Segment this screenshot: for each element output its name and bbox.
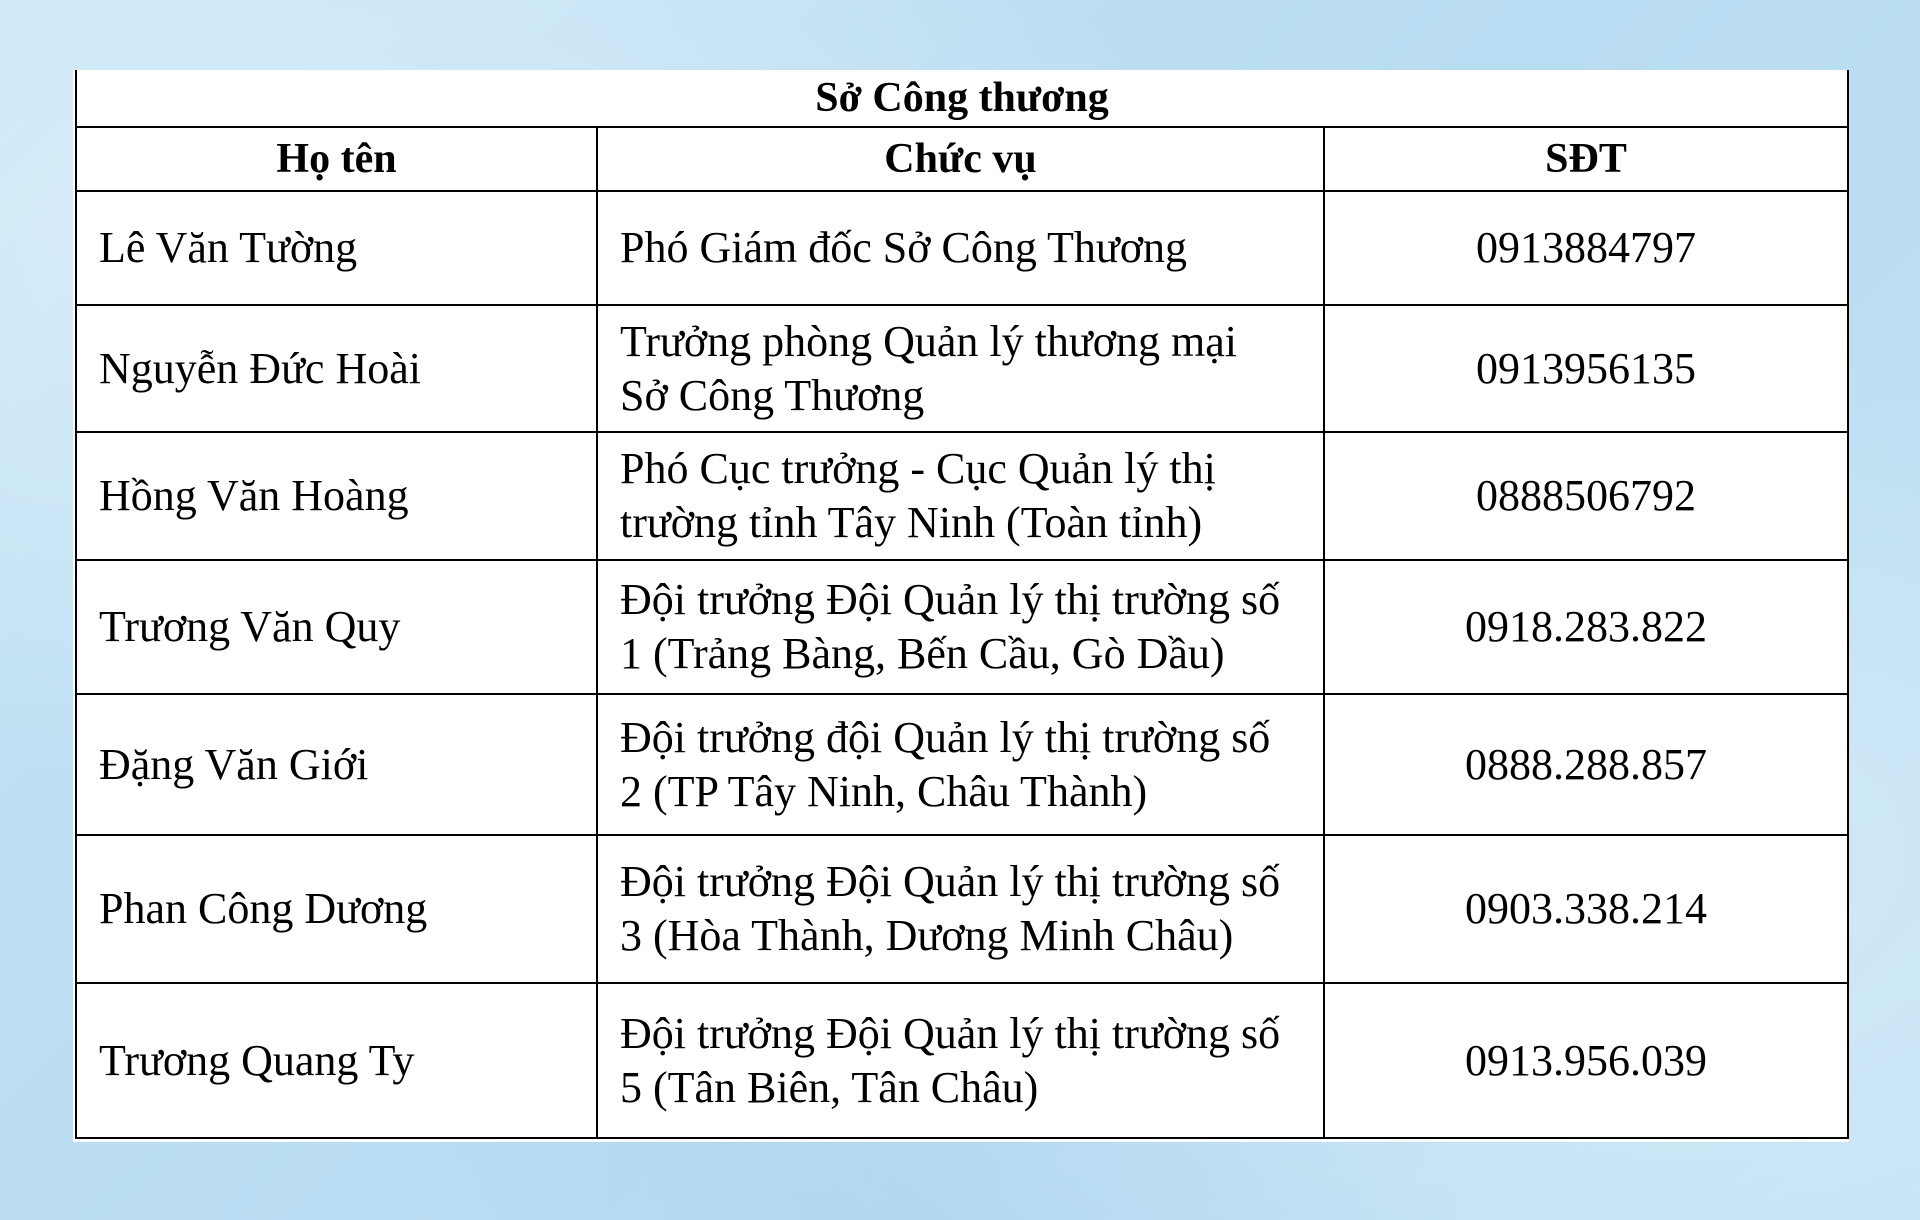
- header-role: Chức vụ: [597, 127, 1324, 191]
- role-line: Phó Giám đốc Sở Công Thương: [620, 223, 1188, 272]
- table-row: [76, 305, 1848, 432]
- role-line: Đội trưởng Đội Quản lý thị trường số: [620, 857, 1281, 906]
- name-cell: Hồng Văn Hoàng: [76, 432, 597, 560]
- role-cell: [597, 835, 1324, 983]
- table-row: [76, 560, 1848, 694]
- role-cell: [597, 305, 1324, 432]
- role-cell: [597, 432, 1324, 560]
- table-row: [76, 983, 1848, 1138]
- header-phone: SĐT: [1324, 127, 1848, 191]
- phone-cell: 0913956135: [1324, 305, 1848, 432]
- name-cell: Lê Văn Tường: [76, 191, 597, 305]
- name-cell: Đặng Văn Giới: [76, 694, 597, 835]
- phone-cell: 0913884797: [1324, 191, 1848, 305]
- name-cell: Trương Văn Quy: [76, 560, 597, 694]
- role-cell: [597, 560, 1324, 694]
- role-line: 3 (Hòa Thành, Dương Minh Châu): [620, 911, 1234, 960]
- header-name: Họ tên: [76, 127, 597, 191]
- role-line: trường tỉnh Tây Ninh (Toàn tỉnh): [620, 498, 1203, 547]
- document-sheet: [73, 70, 1849, 1142]
- table-header-row: [76, 127, 1848, 191]
- role-cell: [597, 694, 1324, 835]
- table-row: [76, 835, 1848, 983]
- role-line: Trưởng phòng Quản lý thương mại: [620, 316, 1237, 366]
- role-line: 1 (Trảng Bàng, Bến Cầu, Gò Dầu): [620, 629, 1225, 678]
- name-cell: Nguyễn Đức Hoài: [76, 305, 597, 432]
- table-row: [76, 694, 1848, 835]
- role-line: 2 (TP Tây Ninh, Châu Thành): [620, 766, 1148, 816]
- table-title-row: [76, 70, 1848, 127]
- table-row: [76, 432, 1848, 560]
- phone-cell: 0913.956.039: [1324, 983, 1848, 1138]
- name-cell: Phan Công Dương: [76, 835, 597, 983]
- role-line: Đội trưởng Đội Quản lý thị trường số: [620, 575, 1281, 624]
- role-line: Phó Cục trưởng - Cục Quản lý thị: [620, 444, 1216, 493]
- phone-cell: 0888.288.857: [1324, 694, 1848, 835]
- phone-cell: 0903.338.214: [1324, 835, 1848, 983]
- name-cell: Trương Quang Ty: [76, 983, 597, 1138]
- table-row: [76, 191, 1848, 305]
- role-line: Đội trưởng đội Quản lý thị trường số: [620, 712, 1271, 762]
- table-title: Sở Công thương: [76, 70, 1848, 127]
- role-line: 5 (Tân Biên, Tân Châu): [620, 1062, 1039, 1112]
- role-cell: [597, 983, 1324, 1138]
- role-line: Đội trưởng Đội Quản lý thị trường số: [620, 1008, 1281, 1058]
- contact-table: [75, 70, 1849, 1139]
- phone-cell: 0888506792: [1324, 432, 1848, 560]
- role-line: Sở Công Thương: [620, 370, 925, 420]
- phone-cell: 0918.283.822: [1324, 560, 1848, 694]
- role-cell: [597, 191, 1324, 305]
